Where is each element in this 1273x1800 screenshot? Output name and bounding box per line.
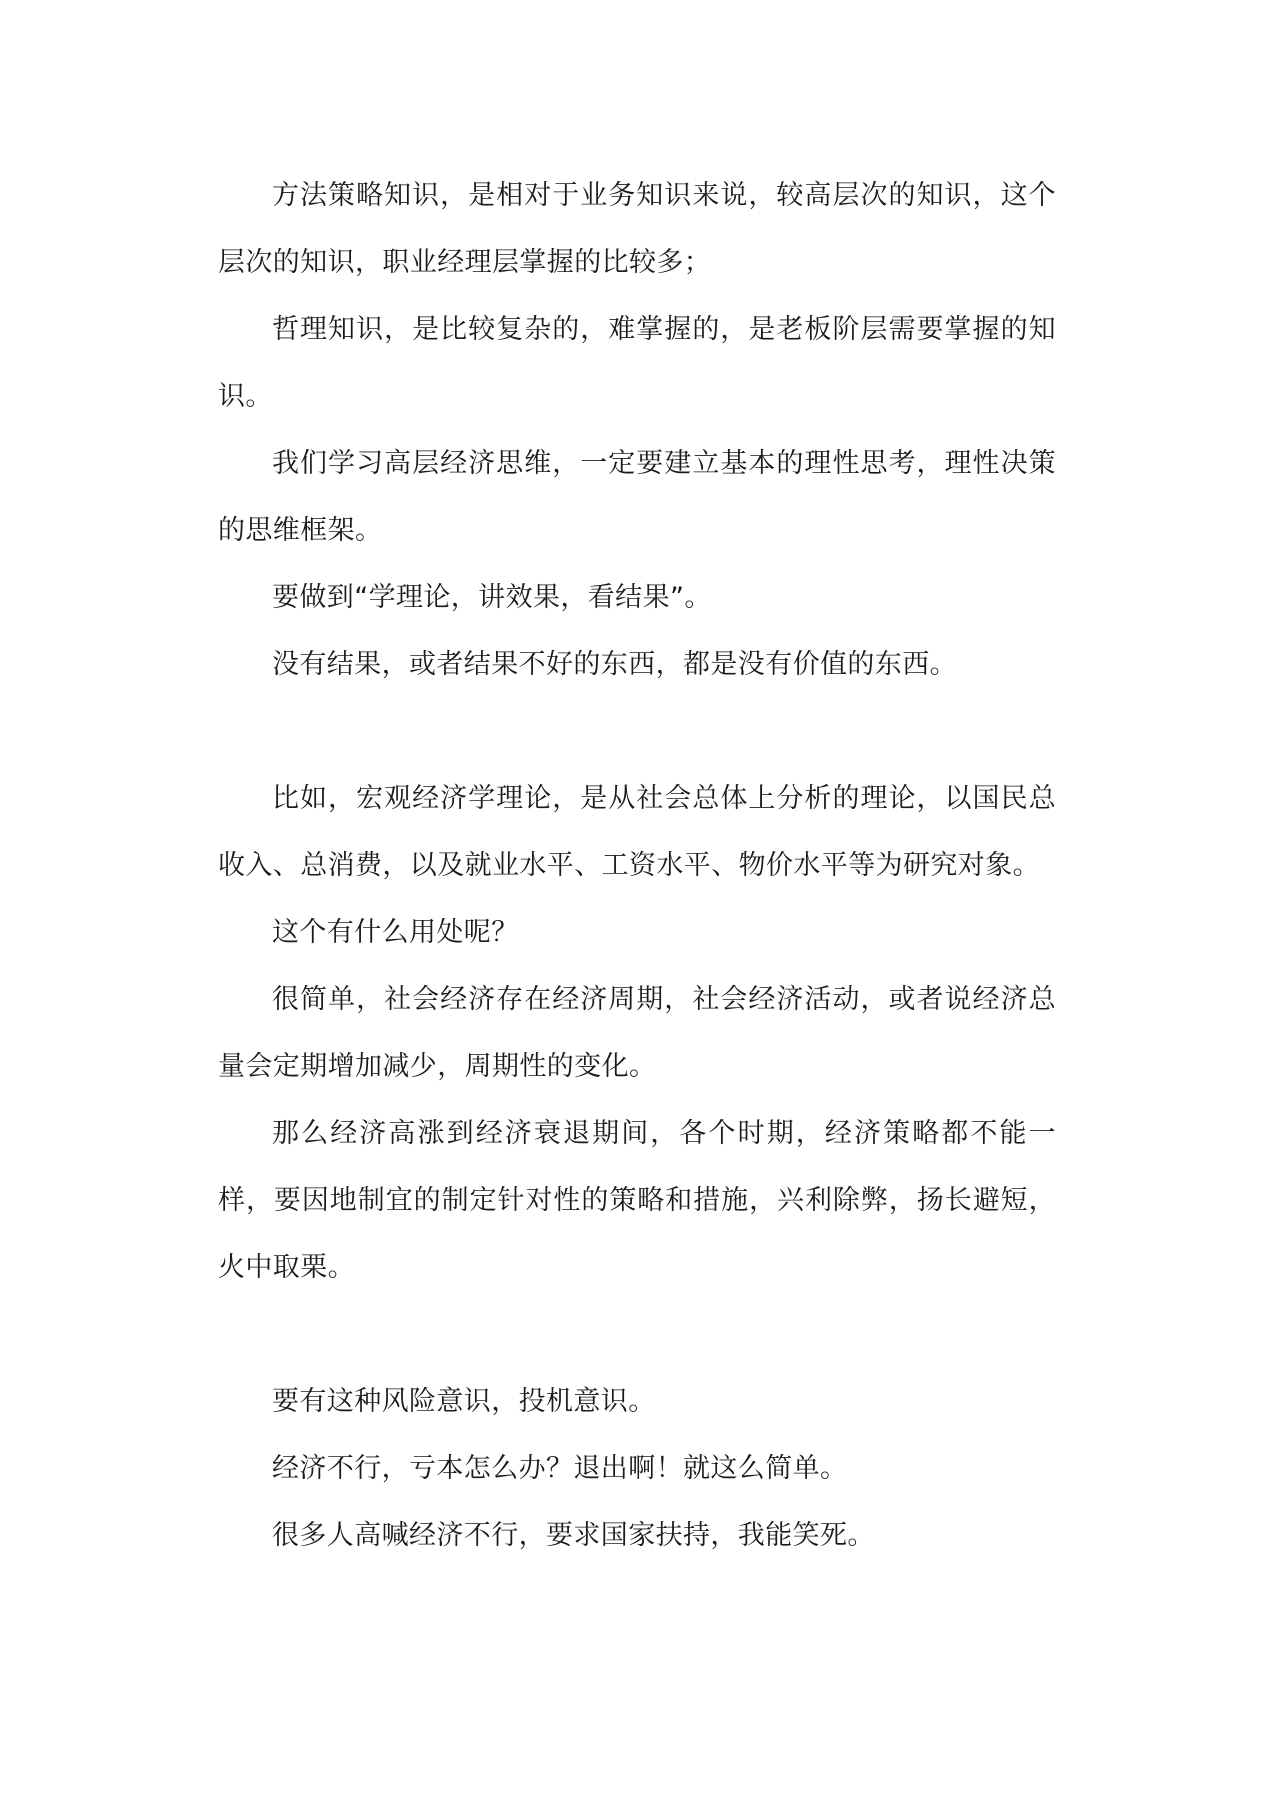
paragraph: 没有结果，或者结果不好的东西，都是没有价值的东西。 — [272, 649, 957, 680]
paragraph: 哲理知识，是比较复杂的，难掌握的，是老板阶层需要掌握的知识。 — [218, 314, 1056, 412]
paragraph: 经济不行，亏本怎么办？退出啊！就这么简单。 — [272, 1453, 848, 1484]
paragraph-spacer — [218, 698, 1056, 765]
document-body — [218, 162, 1056, 1569]
paragraph: 比如，宏观经济学理论，是从社会总体上分析的理论，以国民总收入、总消费，以及就业水平、工资水平、物价水平等为研究对象。 — [218, 783, 1056, 881]
paragraph: 那么经济高涨到经济衰退期间，各个时期，经济策略都不能一样，要因地制宜的制定针对性的策略和措施，兴利除弊，扬长避短，火中取栗。 — [218, 1118, 1056, 1283]
paragraph: 我们学习高层经济思维，一定要建立基本的理性思考，理性决策的思维框架。 — [218, 448, 1056, 546]
paragraph: 这个有什么用处呢？ — [272, 917, 519, 948]
paragraph-spacer — [218, 1301, 1056, 1368]
paragraph: 要做到“学理论，讲效果，看结果”。 — [272, 582, 712, 613]
paragraph: 很多人高喊经济不行，要求国家扶持，我能笑死。 — [272, 1520, 875, 1551]
paragraph: 方法策略知识，是相对于业务知识来说，较高层次的知识，这个层次的知识，职业经理层掌握的比较多； — [218, 180, 1056, 278]
paragraph: 很简单，社会经济存在经济周期，社会经济活动，或者说经济总量会定期增加减少，周期性的变化。 — [218, 984, 1056, 1082]
paragraph: 要有这种风险意识，投机意识。 — [272, 1386, 656, 1417]
